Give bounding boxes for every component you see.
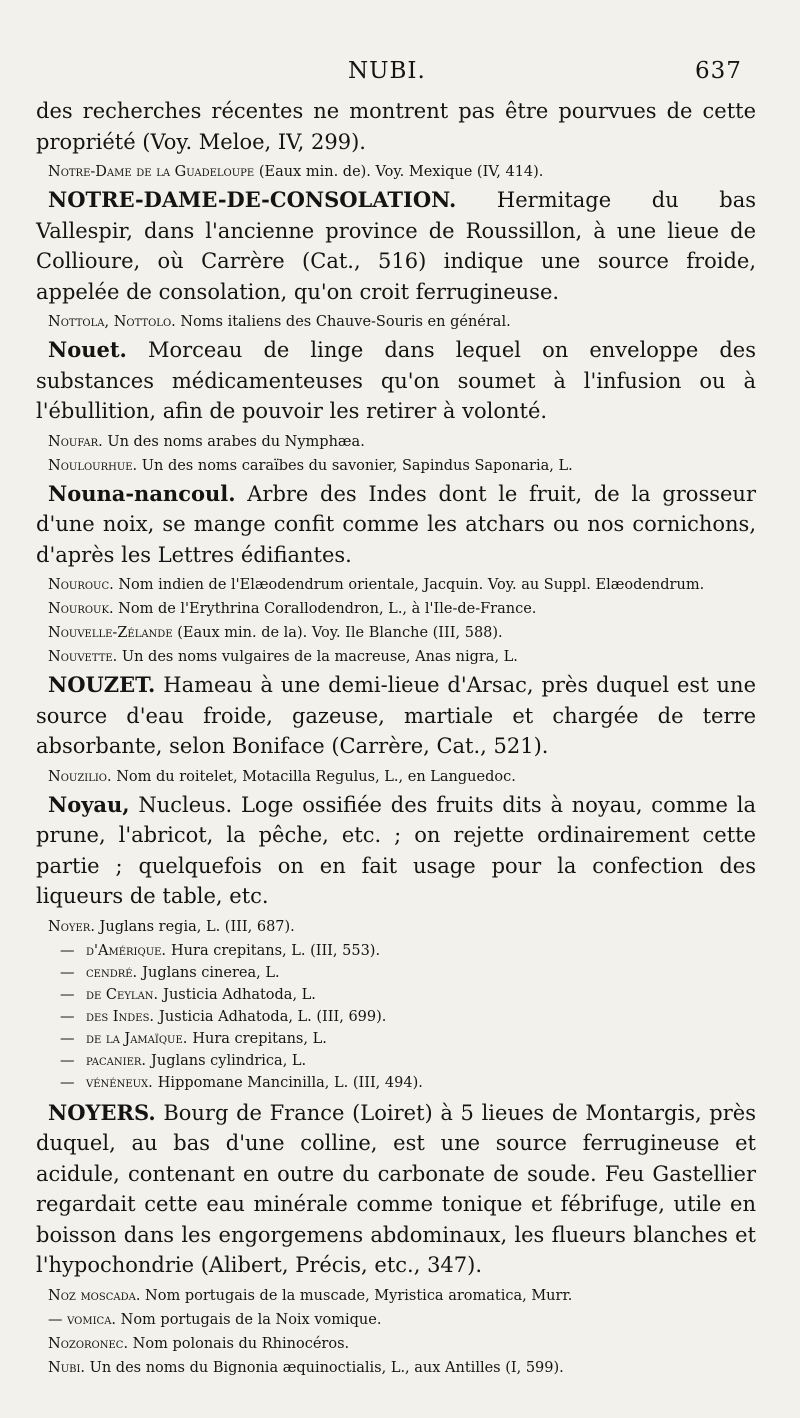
dictionary-entry [36,790,756,912]
dictionary-subentry [36,1309,756,1331]
entry-text: Bourg de France (Loiret) à 5 lieues de Montargis, près duquel, au bas d'une colline, est une source ferrugineuse et acidule, contenant en outre du carbonate de soude. Feu Gastellier regardait cette eau minérale comme tonique et fébrifuge, utile en boisson dans les engorgemens abdominaux, les flueurs blanches et l'hypochondrie (Alibert, Précis, etc., 347). [36,1100,756,1277]
entry-headword: Nouzilio. [48,768,112,785]
dictionary-subentry [36,311,756,333]
entries-group-2 [36,1098,756,1379]
entry-text: (Eaux min. de). Voy. Mexique (IV, 414). [254,164,544,180]
dictionary-entry [36,96,756,157]
variety-text: Juglans cinerea, L. [142,964,280,981]
dictionary-subentry [36,622,756,644]
dictionary-subentry [36,1285,756,1307]
entry-text: Nom de l'Erythrina Corallodendron, L., à l'Ile-de-France. [113,601,537,617]
variety-name: de Ceylan. [86,986,159,1003]
variety-text: Hura crepitans, L. [192,1030,327,1047]
dictionary-subentry [36,1333,756,1355]
entry-text: Morceau de linge dans lequel on enveloppe des substances médicamenteuses qu'on soumet à l'infusion ou à l'ébullition, afin de pouvoir les retirer à volonté. [36,338,756,423]
entry-headword: Notre-Dame de la Guadeloupe [48,164,255,180]
variety-text: Hura crepitans, L. (III, 553). [171,942,381,959]
entry-headword: Noz moscada. [48,1287,141,1304]
entry-text: Hermitage du bas Vallespir, dans l'ancienne province de Roussillon, à une lieue de Collioure, où Carrère (Cat., 516) indique une source froide, appelée de consolation, qu'on croit ferrugineuse. [36,188,756,304]
entry-text: Noms italiens des Chauve-Souris en général. [175,314,511,330]
noyer-variety [36,984,756,1006]
dictionary-entry [36,185,756,307]
entry-text: Arbre des Indes dont le fruit, de la grosseur d'une noix, se mange confit comme les atchars ou nos cornichons, d'après les Lettres édifiantes. [36,481,756,567]
entry-text: Un des noms vulgaires de la macreuse, Anas nigra, L. [117,649,518,665]
entry-text: Nucleus. Loge ossifiée des fruits dits à noyau, comme la prune, l'abricot, la pêche, etc. ; on rejette ordinairement cette partie ; quelquefois on en fait usage pour la confection des liqueurs de table, etc. [36,792,756,908]
entry-headword: Nouet. [48,337,127,362]
entry-headword: NOTRE-DAME-DE-CONSOLATION. [48,187,457,212]
entry-text: des recherches récentes ne montrent pas être pourvues de cette propriété (Voy. Meloe, IV, 299). [36,99,756,154]
entries-group-1 [36,96,756,912]
entry-headword: Noufar. [48,433,103,450]
entry-headword: Nouvette. [48,649,118,665]
entry-headword: Nozoronec. [48,1335,129,1352]
variety-name: pacanier. [86,1052,147,1069]
variety-name: d'Amérique. [86,942,167,959]
entry-headword: Nouvelle-Zélande [48,625,173,641]
entry-noyer [36,916,756,938]
variety-name: vénéneux. [86,1074,153,1091]
page-body [36,96,756,1381]
noyer-variety [36,1072,756,1094]
entry-headword: Noyer. [48,918,95,935]
dash-mark: — [60,964,75,981]
dash-mark: — [60,1052,75,1069]
entry-headword: Noulourhue. [48,457,138,474]
noyer-variety [36,1006,756,1028]
entry-text: Nom portugais de la muscade, Myristica aromatica, Murr. [140,1287,573,1304]
entry-text: Un des noms arabes du Nymphæa. [102,433,365,450]
dictionary-subentry [36,766,756,788]
entry-text: Nom portugais de la Noix vomique. [116,1311,382,1328]
variety-text: Justicia Adhatoda, L. [163,986,316,1003]
variety-name: des Indes. [86,1008,155,1025]
dictionary-entry [36,1098,756,1281]
dictionary-subentry [36,598,756,620]
entry-headword: Nourouc. [48,577,114,593]
entry-headword: Nourouk. [48,601,114,617]
entry-text: Nom indien de l'Elæodendrum orientale, Jacquin. Voy. au Suppl. Elæodendrum. [113,577,705,593]
running-header [0,58,800,92]
dictionary-subentry [36,161,756,183]
dictionary-subentry [36,431,756,453]
noyer-variety [36,962,756,984]
dictionary-subentry [36,1357,756,1379]
variety-text: Juglans cylindrica, L. [151,1052,307,1069]
entry-text: Nom du roitelet, Motacilla Regulus, L., en Languedoc. [111,768,516,785]
entry-text: Nom polonais du Rhinocéros. [128,1335,350,1352]
dash-mark: — [60,986,75,1003]
entry-headword: Noyau, [48,791,130,817]
entry-headword: — vomica. [48,1311,117,1328]
entry-headword: NOYERS. [48,1099,156,1125]
entry-text: (Eaux min. de la). Voy. Ile Blanche (III, 588). [172,625,503,641]
page-number: 637 [695,58,742,84]
dictionary-entry [36,479,756,571]
noyer-variety [36,1050,756,1072]
dictionary-entry [36,335,756,427]
dictionary-entry [36,670,756,762]
entry-headword: Nubi. [48,1359,86,1376]
variety-name: de la Jamaïque. [86,1030,188,1047]
dash-mark: — [60,1074,75,1091]
dash-mark: — [60,1030,75,1047]
noyer-variety [36,940,756,962]
entry-headword: Nouna-nancoul. [48,480,236,506]
entry-text: Un des noms du Bignonia æquinoctialis, L., aux Antilles (I, 599). [85,1359,564,1376]
entry-text: Hameau à une demi-lieue d'Arsac, près duquel est une source d'eau froide, gazeuse, martiale et chargée de terre absorbante, selon Boniface (Carrère, Cat., 521). [36,673,756,758]
noyer-sublist [36,940,756,1094]
noyer-variety [36,1028,756,1050]
dictionary-subentry [36,646,756,668]
dictionary-subentry [36,574,756,596]
header-title: NUBI. [348,58,426,84]
variety-text: Justicia Adhatoda, L. (III, 699). [159,1008,387,1025]
dash-mark: — [60,942,75,959]
dash-mark: — [60,1008,75,1025]
entry-headword: Nottola, Nottolo. [48,314,176,330]
dictionary-subentry [36,455,756,477]
variety-text: Hippomane Mancinilla, L. (III, 494). [157,1074,423,1091]
entry-text: Juglans regia, L. (III, 687). [94,918,295,935]
entry-headword: NOUZET. [48,672,156,697]
entry-text: Un des noms caraïbes du savonier, Sapindus Saponaria, L. [137,457,573,474]
variety-name: cendré. [86,964,138,981]
